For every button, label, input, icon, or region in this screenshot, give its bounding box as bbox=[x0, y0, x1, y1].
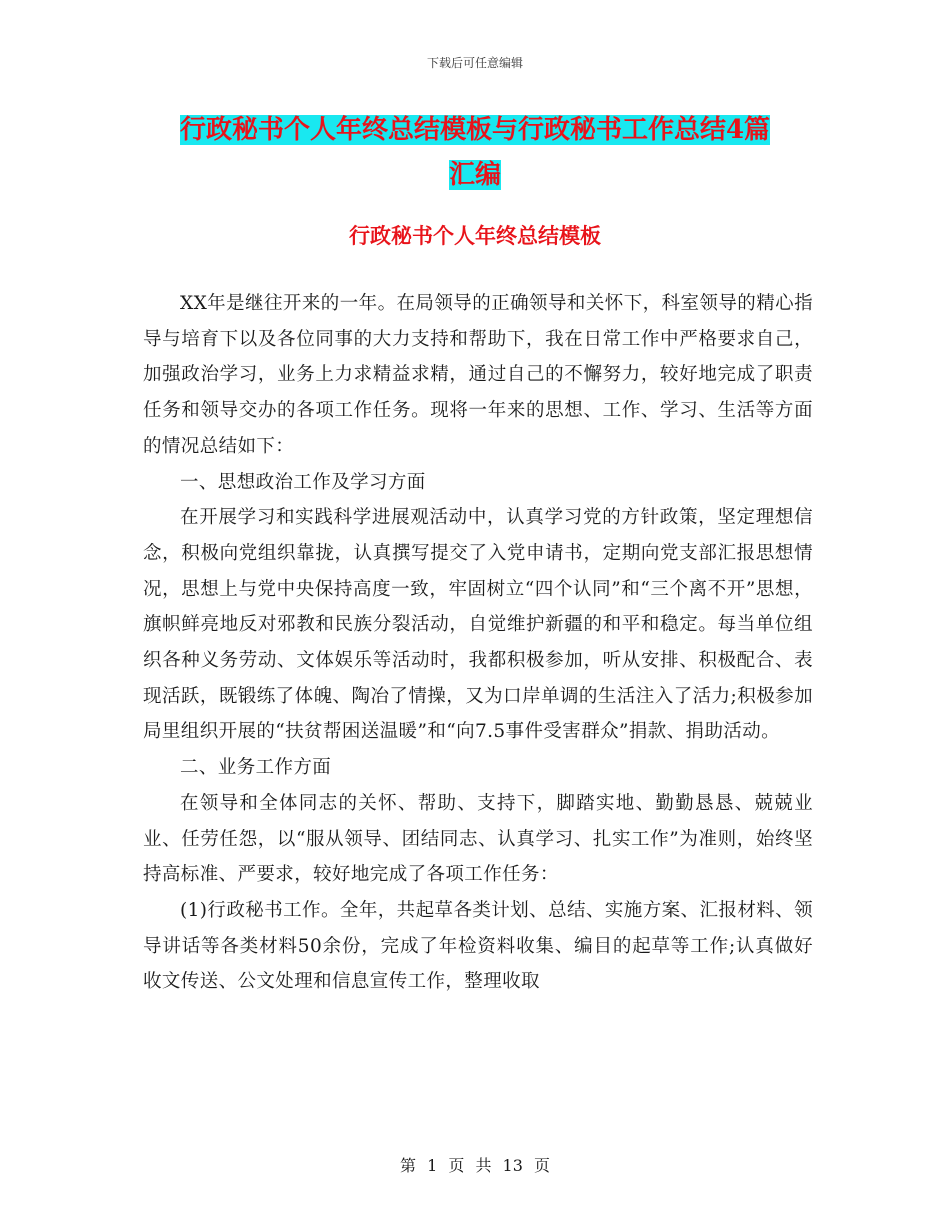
paragraph-intro: XX年是继往开来的一年。在局领导的正确领导和关怀下，科室领导的精心指导与培育下以及各位同事的大力支持和帮助下，我在日常工作中严格要求自己，加强政治学习，业务上力求精益求精，通过自己的不懈努力，较好地完成了职责任务和领导交办的各项工作任务。现将一年来的思想、工作、学习、生活等方面的情况总结如下： bbox=[143, 293, 813, 457]
paragraph-secretary-work: (1)行政秘书工作。全年，共起草各类计划、总结、实施方案、汇报材料、领导讲话等各类材料50余份，完成了年检资料收集、编目的起草等工作;认真做好收文传送、公文处理和信息宣传工作，整理收取 bbox=[143, 899, 813, 993]
document-title bbox=[140, 108, 810, 198]
section-title: 行政秘书个人年终总结模板 bbox=[349, 223, 601, 248]
page-footer: 第 1 页 共 13 页 bbox=[400, 1156, 550, 1175]
header-note: 下载后可任意编辑 bbox=[426, 56, 523, 70]
paragraph-business-work: 在领导和全体同志的关怀、帮助、支持下，脚踏实地、勤勤恳恳、兢兢业业、任劳任怨，以“服从领导、团结同志、认真学习、扎实工作”为准则，始终坚持高标准、严要求，较好地完成了各项工作任务： bbox=[143, 792, 813, 886]
heading-business-work: 二、业务工作方面 bbox=[180, 757, 332, 779]
heading-political-study: 一、思想政治工作及学习方面 bbox=[180, 471, 426, 493]
document-title-line1: 行政秘书个人年终总结模板与行政秘书工作总结4篇 bbox=[179, 115, 771, 145]
document-title-line2: 汇编 bbox=[448, 160, 501, 190]
document-body bbox=[143, 286, 813, 1000]
paragraph-political-study: 在开展学习和实践科学进展观活动中，认真学习党的方针政策，坚定理想信念，积极向党组织靠拢，认真撰写提交了入党申请书，定期向党支部汇报思想情况，思想上与党中央保持高度一致，牢固树立“四个认同”和“三个离不开”思想，旗帜鲜亮地反对邪教和民族分裂活动，自觉维护新疆的和平和稳定。每当单位组织各种义务劳动、文体娱乐等活动时，我都积极参加，听从安排、积极配合、表现活跃，既锻练了体魄、陶冶了情操，又为口岸单调的生活注入了活力;积极参加局里组织开展的“扶贫帮困送温暖”和“向7.5事件受害群众”捐款、捐助活动。 bbox=[143, 507, 813, 743]
